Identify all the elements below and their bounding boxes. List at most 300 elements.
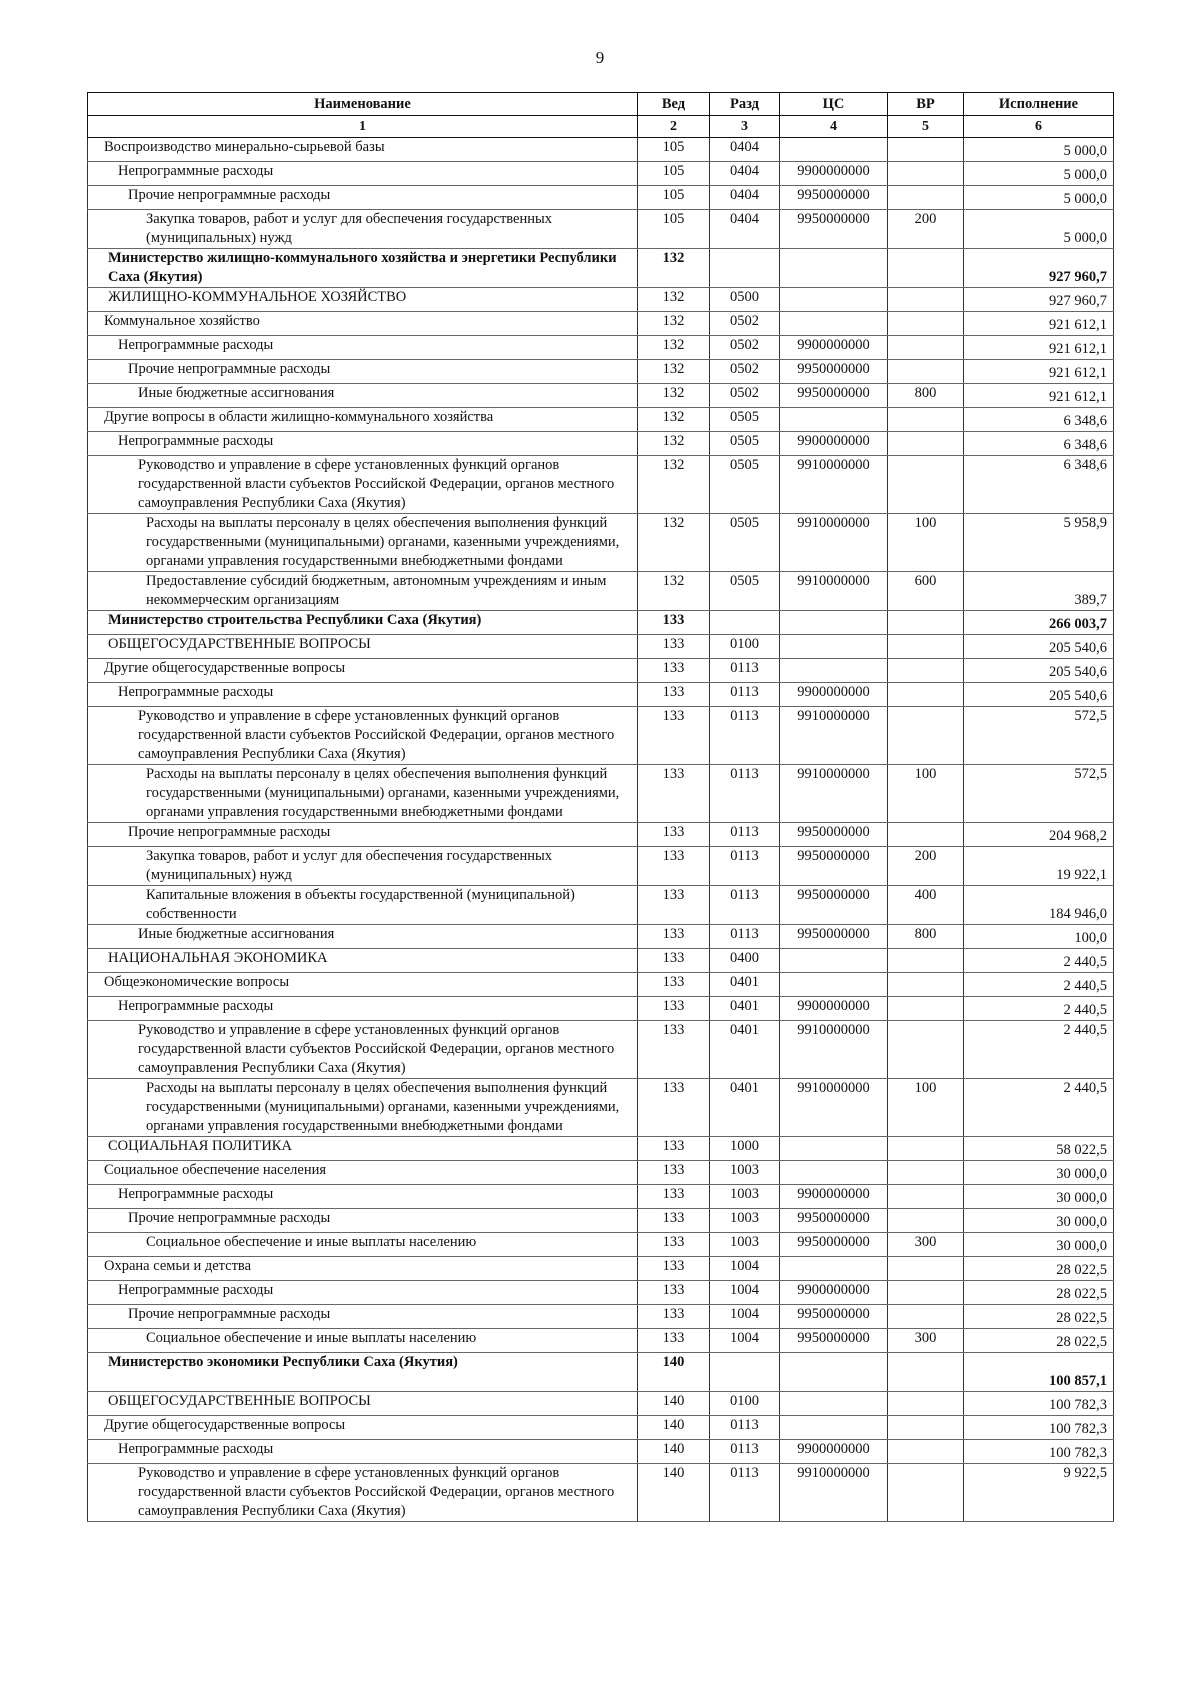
row-ved: 133 <box>638 886 710 925</box>
row-ved: 132 <box>638 456 710 514</box>
table-row <box>88 336 1114 360</box>
row-razd: 0113 <box>710 925 780 949</box>
column-number: 4 <box>780 116 888 138</box>
table-row <box>88 186 1114 210</box>
row-amount: 5 000,0 <box>964 138 1114 162</box>
row-name: Непрограммные расходы <box>88 1440 638 1464</box>
row-cs: 9910000000 <box>780 572 888 611</box>
row-amount: 266 003,7 <box>964 611 1114 635</box>
row-cs <box>780 611 888 635</box>
row-razd: 1003 <box>710 1233 780 1257</box>
row-razd: 0113 <box>710 886 780 925</box>
row-cs <box>780 1257 888 1281</box>
row-razd: 0404 <box>710 138 780 162</box>
row-razd: 0100 <box>710 635 780 659</box>
row-vr <box>888 138 964 162</box>
row-cs: 9950000000 <box>780 847 888 886</box>
row-ved: 140 <box>638 1416 710 1440</box>
row-razd: 1003 <box>710 1185 780 1209</box>
row-name: Министерство экономики Республики Саха (Якутия) <box>88 1353 638 1392</box>
row-vr <box>888 1416 964 1440</box>
row-razd: 0404 <box>710 210 780 249</box>
row-cs <box>780 1392 888 1416</box>
row-amount: 389,7 <box>964 572 1114 611</box>
row-ved: 105 <box>638 210 710 249</box>
row-cs <box>780 408 888 432</box>
row-name: ОБЩЕГОСУДАРСТВЕННЫЕ ВОПРОСЫ <box>88 635 638 659</box>
row-amount: 58 022,5 <box>964 1137 1114 1161</box>
row-amount: 28 022,5 <box>964 1305 1114 1329</box>
table-row <box>88 659 1114 683</box>
row-vr <box>888 973 964 997</box>
row-cs: 9900000000 <box>780 997 888 1021</box>
table-row <box>88 1440 1114 1464</box>
row-ved: 133 <box>638 823 710 847</box>
row-name: Другие вопросы в области жилищно-коммунального хозяйства <box>88 408 638 432</box>
column-number: 6 <box>964 116 1114 138</box>
row-ved: 133 <box>638 997 710 1021</box>
row-name: Другие общегосударственные вопросы <box>88 659 638 683</box>
table-row <box>88 847 1114 886</box>
row-amount: 19 922,1 <box>964 847 1114 886</box>
row-ved: 133 <box>638 1161 710 1185</box>
row-cs <box>780 288 888 312</box>
row-cs: 9900000000 <box>780 432 888 456</box>
row-cs <box>780 138 888 162</box>
row-ved: 133 <box>638 973 710 997</box>
table-row <box>88 572 1114 611</box>
header-cs: ЦС <box>780 93 888 116</box>
row-razd: 0502 <box>710 360 780 384</box>
row-ved: 133 <box>638 925 710 949</box>
row-razd: 0500 <box>710 288 780 312</box>
row-name: Социальное обеспечение и иные выплаты населению <box>88 1329 638 1353</box>
table-row <box>88 288 1114 312</box>
row-vr <box>888 635 964 659</box>
row-razd <box>710 249 780 288</box>
row-cs <box>780 949 888 973</box>
row-razd: 1004 <box>710 1281 780 1305</box>
table-row <box>88 1353 1114 1392</box>
row-vr <box>888 432 964 456</box>
row-name: Закупка товаров, работ и услуг для обеспечения государственных (муниципальных) нужд <box>88 210 638 249</box>
row-ved: 105 <box>638 138 710 162</box>
table-row <box>88 360 1114 384</box>
table-row <box>88 456 1114 514</box>
row-cs: 9900000000 <box>780 1281 888 1305</box>
row-name: Прочие непрограммные расходы <box>88 186 638 210</box>
row-cs: 9910000000 <box>780 1079 888 1137</box>
row-amount: 921 612,1 <box>964 312 1114 336</box>
row-ved: 132 <box>638 360 710 384</box>
row-vr <box>888 249 964 288</box>
row-amount: 30 000,0 <box>964 1233 1114 1257</box>
table-row <box>88 707 1114 765</box>
row-amount: 921 612,1 <box>964 336 1114 360</box>
row-amount: 6 348,6 <box>964 456 1114 514</box>
row-vr: 100 <box>888 514 964 572</box>
row-ved: 133 <box>638 1137 710 1161</box>
row-amount: 205 540,6 <box>964 659 1114 683</box>
row-vr <box>888 1464 964 1522</box>
row-vr: 300 <box>888 1233 964 1257</box>
row-cs <box>780 312 888 336</box>
row-razd: 0401 <box>710 1079 780 1137</box>
row-cs: 9910000000 <box>780 1021 888 1079</box>
row-razd: 0113 <box>710 765 780 823</box>
row-ved: 133 <box>638 1185 710 1209</box>
table-row <box>88 1021 1114 1079</box>
row-ved: 132 <box>638 384 710 408</box>
row-name: Расходы на выплаты персоналу в целях обеспечения выполнения функций государственными (муниципальными) органами, казенными учреждениями, органами управления государственными внебюджетными фондами <box>88 514 638 572</box>
row-name: Капитальные вложения в объекты государственной (муниципальной) собственности <box>88 886 638 925</box>
table-row <box>88 514 1114 572</box>
row-ved: 133 <box>638 659 710 683</box>
row-cs <box>780 1161 888 1185</box>
row-name: НАЦИОНАЛЬНАЯ ЭКОНОМИКА <box>88 949 638 973</box>
row-vr <box>888 611 964 635</box>
row-cs: 9900000000 <box>780 1185 888 1209</box>
table-row <box>88 823 1114 847</box>
row-cs: 9950000000 <box>780 186 888 210</box>
row-name: Руководство и управление в сфере установленных функций органов государственной власти субъектов Российской Федерации, органов местного самоуправления Республики Саха (Якутия) <box>88 456 638 514</box>
row-vr <box>888 1021 964 1079</box>
row-cs: 9910000000 <box>780 765 888 823</box>
row-amount: 572,5 <box>964 707 1114 765</box>
row-vr: 100 <box>888 765 964 823</box>
column-number-row <box>88 116 1114 138</box>
row-amount: 100,0 <box>964 925 1114 949</box>
row-razd: 0113 <box>710 683 780 707</box>
row-vr: 200 <box>888 847 964 886</box>
row-name: Министерство жилищно-коммунального хозяйства и энергетики Республики Саха (Якутия) <box>88 249 638 288</box>
row-amount: 204 968,2 <box>964 823 1114 847</box>
row-amount: 100 782,3 <box>964 1440 1114 1464</box>
table-row <box>88 925 1114 949</box>
row-ved: 133 <box>638 1079 710 1137</box>
row-vr <box>888 1353 964 1392</box>
row-vr <box>888 1392 964 1416</box>
row-cs: 9910000000 <box>780 456 888 514</box>
row-vr: 100 <box>888 1079 964 1137</box>
table-row <box>88 1209 1114 1233</box>
row-amount: 2 440,5 <box>964 949 1114 973</box>
row-ved: 133 <box>638 1257 710 1281</box>
row-vr: 800 <box>888 925 964 949</box>
row-ved: 133 <box>638 1305 710 1329</box>
row-ved: 133 <box>638 611 710 635</box>
row-razd: 0400 <box>710 949 780 973</box>
row-ved: 140 <box>638 1440 710 1464</box>
row-name: Непрограммные расходы <box>88 997 638 1021</box>
table-row <box>88 138 1114 162</box>
row-razd: 0113 <box>710 707 780 765</box>
row-vr: 800 <box>888 384 964 408</box>
row-amount: 5 000,0 <box>964 210 1114 249</box>
row-name: Расходы на выплаты персоналу в целях обеспечения выполнения функций государственными (муниципальными) органами, казенными учреждениями, органами управления государственными внебюджетными фондами <box>88 1079 638 1137</box>
row-amount: 921 612,1 <box>964 360 1114 384</box>
table-row <box>88 384 1114 408</box>
row-vr <box>888 1440 964 1464</box>
table-row <box>88 1137 1114 1161</box>
row-razd: 1004 <box>710 1305 780 1329</box>
row-vr: 200 <box>888 210 964 249</box>
row-amount: 572,5 <box>964 765 1114 823</box>
row-name: Иные бюджетные ассигнования <box>88 925 638 949</box>
row-cs: 9950000000 <box>780 925 888 949</box>
table-row <box>88 683 1114 707</box>
row-ved: 133 <box>638 949 710 973</box>
row-ved: 133 <box>638 1329 710 1353</box>
row-cs: 9950000000 <box>780 823 888 847</box>
row-name: Прочие непрограммные расходы <box>88 823 638 847</box>
row-name: Прочие непрограммные расходы <box>88 360 638 384</box>
row-ved: 140 <box>638 1464 710 1522</box>
table-row <box>88 210 1114 249</box>
row-ved: 132 <box>638 336 710 360</box>
row-razd: 0404 <box>710 162 780 186</box>
row-amount: 184 946,0 <box>964 886 1114 925</box>
row-razd: 0505 <box>710 408 780 432</box>
table-row <box>88 611 1114 635</box>
row-name: ОБЩЕГОСУДАРСТВЕННЫЕ ВОПРОСЫ <box>88 1392 638 1416</box>
row-vr <box>888 1185 964 1209</box>
row-ved: 105 <box>638 186 710 210</box>
row-cs <box>780 1137 888 1161</box>
row-name: Прочие непрограммные расходы <box>88 1209 638 1233</box>
row-ved: 133 <box>638 847 710 886</box>
row-razd: 0113 <box>710 1440 780 1464</box>
row-amount: 6 348,6 <box>964 432 1114 456</box>
column-number: 3 <box>710 116 780 138</box>
row-name: Другие общегосударственные вопросы <box>88 1416 638 1440</box>
row-amount: 6 348,6 <box>964 408 1114 432</box>
row-amount: 2 440,5 <box>964 1079 1114 1137</box>
row-name: ЖИЛИЩНО-КОММУНАЛЬНОЕ ХОЗЯЙСТВО <box>88 288 638 312</box>
header-ispolnenie: Исполнение <box>964 93 1114 116</box>
row-cs: 9950000000 <box>780 1305 888 1329</box>
table-row <box>88 312 1114 336</box>
table-row <box>88 1392 1114 1416</box>
row-amount: 28 022,5 <box>964 1257 1114 1281</box>
table-row <box>88 1185 1114 1209</box>
row-vr <box>888 288 964 312</box>
row-vr <box>888 312 964 336</box>
table-row <box>88 408 1114 432</box>
row-name: Непрограммные расходы <box>88 1185 638 1209</box>
row-cs: 9910000000 <box>780 1464 888 1522</box>
table-body <box>88 138 1114 1522</box>
row-name: Прочие непрограммные расходы <box>88 1305 638 1329</box>
row-razd: 0100 <box>710 1392 780 1416</box>
row-amount: 100 782,3 <box>964 1392 1114 1416</box>
row-cs <box>780 973 888 997</box>
row-amount: 100 782,3 <box>964 1416 1114 1440</box>
row-vr <box>888 707 964 765</box>
row-razd: 0502 <box>710 384 780 408</box>
row-amount: 927 960,7 <box>964 249 1114 288</box>
row-cs: 9950000000 <box>780 384 888 408</box>
row-cs: 9910000000 <box>780 514 888 572</box>
table-row <box>88 635 1114 659</box>
row-ved: 132 <box>638 572 710 611</box>
row-ved: 132 <box>638 408 710 432</box>
row-amount: 205 540,6 <box>964 635 1114 659</box>
header-ved: Вед <box>638 93 710 116</box>
row-vr <box>888 408 964 432</box>
row-razd: 0401 <box>710 973 780 997</box>
row-razd <box>710 611 780 635</box>
row-name: Непрограммные расходы <box>88 336 638 360</box>
header-vr: ВР <box>888 93 964 116</box>
table-row <box>88 162 1114 186</box>
row-razd: 0505 <box>710 456 780 514</box>
row-ved: 133 <box>638 1233 710 1257</box>
row-ved: 133 <box>638 635 710 659</box>
table-row <box>88 973 1114 997</box>
row-vr <box>888 997 964 1021</box>
page-number: 9 <box>595 48 605 67</box>
row-name: Непрограммные расходы <box>88 432 638 456</box>
row-amount: 921 612,1 <box>964 384 1114 408</box>
row-razd: 0401 <box>710 997 780 1021</box>
table-row <box>88 1161 1114 1185</box>
row-ved: 133 <box>638 1281 710 1305</box>
table-row <box>88 886 1114 925</box>
row-razd: 1003 <box>710 1161 780 1185</box>
row-name: Охрана семьи и детства <box>88 1257 638 1281</box>
row-name: Руководство и управление в сфере установленных функций органов государственной власти субъектов Российской Федерации, органов местного самоуправления Республики Саха (Якутия) <box>88 707 638 765</box>
row-amount: 927 960,7 <box>964 288 1114 312</box>
row-ved: 132 <box>638 432 710 456</box>
table-row <box>88 765 1114 823</box>
row-razd: 0404 <box>710 186 780 210</box>
row-cs: 9900000000 <box>780 336 888 360</box>
table-row <box>88 432 1114 456</box>
row-razd <box>710 1353 780 1392</box>
table-row <box>88 1281 1114 1305</box>
row-ved: 133 <box>638 707 710 765</box>
row-ved: 133 <box>638 765 710 823</box>
row-name: Руководство и управление в сфере установленных функций органов государственной власти субъектов Российской Федерации, органов местного самоуправления Республики Саха (Якутия) <box>88 1464 638 1522</box>
row-name: Расходы на выплаты персоналу в целях обеспечения выполнения функций государственными (муниципальными) органами, казенными учреждениями, органами управления государственными внебюджетными фондами <box>88 765 638 823</box>
row-cs <box>780 659 888 683</box>
row-razd: 0505 <box>710 514 780 572</box>
row-amount: 28 022,5 <box>964 1281 1114 1305</box>
row-cs <box>780 1416 888 1440</box>
row-cs: 9950000000 <box>780 210 888 249</box>
row-ved: 133 <box>638 1209 710 1233</box>
row-cs: 9900000000 <box>780 1440 888 1464</box>
row-ved: 105 <box>638 162 710 186</box>
row-name: СОЦИАЛЬНАЯ ПОЛИТИКА <box>88 1137 638 1161</box>
row-amount: 30 000,0 <box>964 1209 1114 1233</box>
row-cs: 9950000000 <box>780 1329 888 1353</box>
header-razd: Разд <box>710 93 780 116</box>
table-row <box>88 249 1114 288</box>
row-amount: 100 857,1 <box>964 1353 1114 1392</box>
row-razd: 0502 <box>710 312 780 336</box>
table-row <box>88 1464 1114 1522</box>
row-ved: 133 <box>638 1021 710 1079</box>
row-razd: 0113 <box>710 1416 780 1440</box>
row-vr <box>888 949 964 973</box>
row-razd: 1003 <box>710 1209 780 1233</box>
row-amount: 30 000,0 <box>964 1185 1114 1209</box>
row-razd: 0505 <box>710 432 780 456</box>
row-vr <box>888 1281 964 1305</box>
row-vr <box>888 1137 964 1161</box>
row-vr <box>888 1209 964 1233</box>
row-ved: 133 <box>638 683 710 707</box>
row-cs <box>780 635 888 659</box>
header-name: Наименование <box>88 93 638 116</box>
row-vr <box>888 360 964 384</box>
row-vr <box>888 336 964 360</box>
table-row <box>88 1233 1114 1257</box>
row-razd: 1000 <box>710 1137 780 1161</box>
row-razd: 1004 <box>710 1257 780 1281</box>
row-cs: 9900000000 <box>780 162 888 186</box>
row-cs: 9910000000 <box>780 707 888 765</box>
row-razd: 0113 <box>710 823 780 847</box>
row-name: Непрограммные расходы <box>88 162 638 186</box>
row-cs: 9950000000 <box>780 1233 888 1257</box>
row-name: Закупка товаров, работ и услуг для обеспечения государственных (муниципальных) нужд <box>88 847 638 886</box>
row-name: Непрограммные расходы <box>88 1281 638 1305</box>
row-cs <box>780 249 888 288</box>
table-row <box>88 997 1114 1021</box>
row-amount: 2 440,5 <box>964 997 1114 1021</box>
row-vr <box>888 683 964 707</box>
column-number: 1 <box>88 116 638 138</box>
row-amount: 5 958,9 <box>964 514 1114 572</box>
row-vr <box>888 456 964 514</box>
table-header <box>88 93 1114 138</box>
row-razd: 0502 <box>710 336 780 360</box>
row-name: Социальное обеспечение населения <box>88 1161 638 1185</box>
row-name: Предоставление субсидий бюджетным, автономным учреждениям и иным некоммерческим организациям <box>88 572 638 611</box>
row-ved: 140 <box>638 1353 710 1392</box>
row-razd: 0401 <box>710 1021 780 1079</box>
row-name: Общеэкономические вопросы <box>88 973 638 997</box>
row-cs: 9950000000 <box>780 886 888 925</box>
row-name: Министерство строительства Республики Саха (Якутия) <box>88 611 638 635</box>
row-amount: 9 922,5 <box>964 1464 1114 1522</box>
row-razd: 0505 <box>710 572 780 611</box>
row-name: Руководство и управление в сфере установленных функций органов государственной власти субъектов Российской Федерации, органов местного самоуправления Республики Саха (Якутия) <box>88 1021 638 1079</box>
row-vr: 400 <box>888 886 964 925</box>
row-cs: 9900000000 <box>780 683 888 707</box>
row-razd: 0113 <box>710 1464 780 1522</box>
row-cs: 9950000000 <box>780 360 888 384</box>
row-vr <box>888 1305 964 1329</box>
row-ved: 132 <box>638 514 710 572</box>
row-name: Иные бюджетные ассигнования <box>88 384 638 408</box>
row-razd: 0113 <box>710 847 780 886</box>
row-cs: 9950000000 <box>780 1209 888 1233</box>
row-vr: 300 <box>888 1329 964 1353</box>
row-amount: 5 000,0 <box>964 162 1114 186</box>
table-row <box>88 1329 1114 1353</box>
column-number: 2 <box>638 116 710 138</box>
column-number: 5 <box>888 116 964 138</box>
row-name: Коммунальное хозяйство <box>88 312 638 336</box>
row-vr: 600 <box>888 572 964 611</box>
row-vr <box>888 186 964 210</box>
row-ved: 132 <box>638 288 710 312</box>
row-ved: 132 <box>638 312 710 336</box>
